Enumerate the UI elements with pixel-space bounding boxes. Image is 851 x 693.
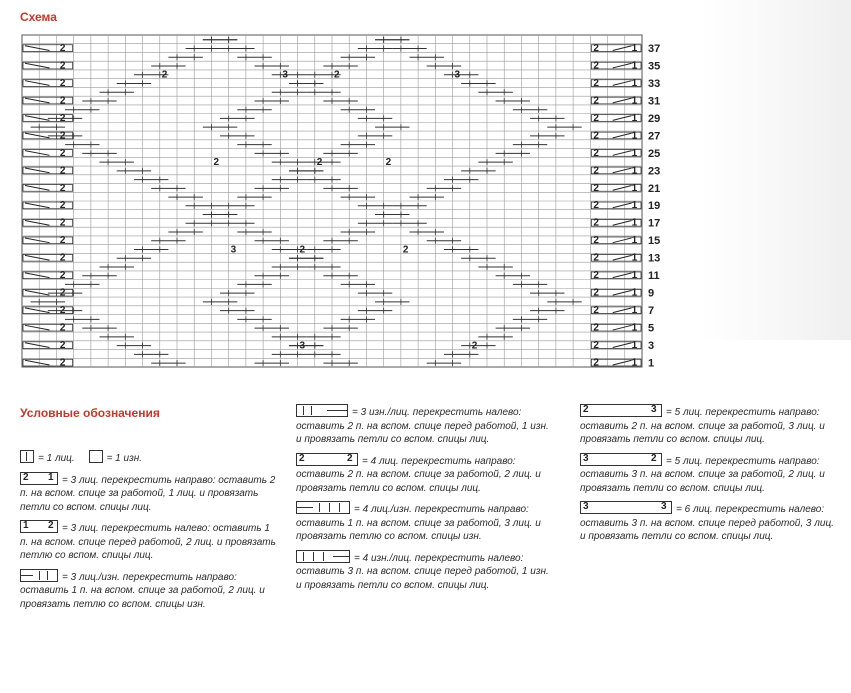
edge-cable-left-label: 2 [59, 322, 66, 334]
edge-cable-left-label: 2 [59, 252, 66, 264]
glyph: 1 [48, 471, 54, 483]
edge-cable-right-label: 2 [593, 182, 599, 194]
legend-t4-left-text: = 4 изн./лиц. перекрестить налево: оставить 3 п. на вспом. спице перед работой, 1 изн. и провязать петли со вспом. спицы лиц. [296, 552, 549, 591]
c5-right-b-symbol [580, 453, 662, 466]
edge-cable-right-label-b: 1 [631, 95, 638, 107]
edge-cable-left-label: 2 [59, 200, 66, 212]
cross-label: 2 [334, 69, 340, 81]
cross-label: 3 [454, 69, 461, 81]
glyph: 2 [23, 471, 29, 483]
edge-cable-right-label: 2 [593, 252, 599, 264]
cross-label: 2 [402, 244, 409, 256]
edge-cable-left-label: 2 [59, 77, 66, 89]
edge-cable-left-label: 2 [59, 270, 66, 282]
legend-c4-right [296, 453, 556, 496]
edge-cable-right-label-b: 1 [631, 182, 638, 194]
edge-cable-left-label: 2 [59, 305, 66, 317]
edge-cable-right-label: 2 [593, 95, 599, 107]
legend-c4-right-text: = 4 лиц. перекрестить направо: оставить 2 п. на вспом. спице за работой, 2 лиц. и провязать петли со вспом. спицы лиц. [296, 455, 541, 494]
c3-right-symbol [20, 472, 58, 485]
row-number: 7 [648, 305, 655, 318]
legend-column-3 [580, 404, 835, 550]
edge-cable-left-label: 2 [59, 95, 66, 107]
edge-cable-right-label: 2 [593, 130, 599, 142]
cross-label: 3 [282, 69, 288, 81]
row-number: 19 [648, 200, 661, 213]
edge-cable-right-label: 2 [593, 147, 599, 159]
c4-right-symbol [296, 453, 358, 466]
edge-cable-left-label: 2 [59, 357, 66, 369]
glyph: 2 [583, 404, 589, 415]
row-number: 37 [648, 42, 661, 55]
edge-cable-right-label: 2 [593, 357, 599, 369]
knit-symbol [20, 450, 34, 463]
row-number: 35 [648, 60, 661, 73]
edge-cable-right-label: 2 [593, 165, 599, 177]
legend-column-1 [20, 450, 280, 617]
cross-label: 2 [161, 69, 168, 81]
cross-label: 2 [385, 157, 392, 169]
legend-c5-right-b [580, 453, 835, 496]
glyph: 3 [651, 404, 657, 415]
legend-t3-left-text: = 3 изн./лиц. перекрестить налево: оставить 2 п. на вспом. спице перед работой, 1 изн. и провязать петли со вспом. спицы лиц. [296, 407, 549, 445]
legend-c5-right-text: = 5 лиц. перекрестить направо: оставить 2 п. на вспом. спице за работой, 3 лиц. и провязать петли со вспом. спицы лиц. [580, 407, 825, 445]
row-number: 21 [648, 182, 661, 195]
legend-c5-right-b-text: = 5 лиц. перекрестить направо: оставить 3 п. на вспом. спице за работой, 2 лиц. и провязать петли со вспом. спицы лиц. [580, 455, 825, 494]
edge-cable-right-label: 2 [593, 340, 599, 352]
row-number: 1 [648, 357, 655, 370]
edge-cable-right-label: 2 [593, 42, 599, 54]
row-number: 11 [648, 270, 660, 283]
row-number: 25 [648, 147, 661, 160]
row-number: 23 [648, 165, 661, 178]
cross-label: 2 [316, 157, 323, 169]
row-number: 29 [648, 112, 661, 125]
row-number: 13 [648, 252, 661, 265]
edge-cable-right-label-b: 1 [631, 165, 638, 177]
row-number: 3 [648, 340, 655, 353]
edge-cable-left-label: 2 [59, 147, 66, 159]
edge-cable-left-label: 2 [59, 130, 66, 142]
background-smear [701, 0, 851, 340]
edge-cable-right-label: 2 [593, 217, 599, 229]
row-number: 15 [648, 235, 661, 248]
edge-cable-left-label: 2 [59, 217, 66, 229]
edge-cable-right-label-b: 1 [631, 357, 638, 369]
edge-cable-right-label-b: 1 [631, 252, 638, 264]
edge-cable-right-label-b: 1 [631, 287, 638, 299]
cross-label: 3 [299, 340, 306, 352]
edge-cable-right-label-b: 1 [631, 147, 638, 159]
glyph: 2 [299, 452, 305, 464]
legend-c3-right [20, 472, 280, 515]
cross-label: 2 [471, 340, 478, 352]
legend-c5-right [580, 404, 835, 447]
scheme-title: Схема [20, 10, 57, 24]
edge-cable-left-label: 2 [59, 165, 66, 177]
edge-cable-right-label: 2 [593, 305, 599, 317]
legend-t4-right [296, 501, 556, 544]
glyph: 3 [661, 501, 667, 512]
t3-left-symbol [296, 404, 348, 417]
edge-cable-right-label-b: 1 [631, 235, 638, 247]
edge-cable-right-label-b: 1 [631, 130, 638, 142]
edge-cable-left-label: 2 [59, 112, 66, 124]
edge-cable-left-label: 2 [59, 42, 66, 54]
purl-symbol [89, 450, 103, 463]
edge-cable-right-label: 2 [593, 60, 599, 72]
edge-cable-right-label: 2 [593, 322, 599, 334]
glyph: 2 [347, 452, 353, 464]
glyph: 2 [651, 452, 657, 464]
edge-cable-right-label-b: 1 [631, 112, 638, 124]
edge-cable-right-label: 2 [593, 77, 599, 89]
legend-knit-text: = 1 лиц. [38, 453, 75, 464]
edge-cable-right-label: 2 [593, 235, 599, 247]
cross-label: 2 [299, 244, 306, 256]
legend-knit-purl [20, 450, 280, 466]
page-cutoff [296, 678, 556, 688]
cross-label: 3 [230, 244, 237, 256]
t4-left-symbol [296, 550, 350, 563]
legend-c3-left [20, 520, 280, 563]
edge-cable-left-label: 2 [59, 60, 66, 72]
edge-cable-right-label: 2 [593, 112, 599, 124]
legend-c6-left [580, 501, 835, 544]
legend-t3-right-text: = 3 лиц./изн. перекрестить направо: оставить 1 п. на вспом. спице за работой, 2 лиц. и провязать петлю со вспом. спицы изн. [20, 571, 265, 610]
legend-title: Условные обозначения [20, 406, 160, 420]
legend-c3-right-text: = 3 лиц. перекрестить направо: оставить 2 п. на вспом. спице за работой, 1 лиц. и провязать петли со вспом. спицы лиц. [20, 474, 276, 513]
row-number: 5 [648, 322, 655, 335]
row-number: 27 [648, 130, 661, 143]
edge-cable-right-label-b: 1 [631, 305, 638, 317]
c6-left-symbol [580, 501, 672, 514]
t3-right-symbol [20, 569, 58, 582]
legend-column-2 [296, 404, 556, 688]
legend-t3-right [20, 569, 280, 612]
edge-cable-right-label-b: 1 [631, 270, 638, 282]
edge-cable-right-label-b: 1 [631, 200, 638, 212]
edge-cable-right-label-b: 1 [631, 322, 638, 334]
edge-cable-right-label-b: 1 [631, 77, 638, 89]
row-number: 17 [648, 217, 661, 230]
glyph: 1 [23, 520, 29, 531]
row-number: 33 [648, 77, 661, 90]
edge-cable-right-label: 2 [593, 200, 599, 212]
edge-cable-right-label: 2 [593, 287, 599, 299]
c3-left-symbol [20, 520, 58, 533]
legend-c3-left-text: = 3 лиц. перекрестить налево: оставить 1 п. на вспом. спице перед работой, 2 лиц. и провязать петлю со вспом. спицы лиц. [20, 523, 276, 561]
legend-c6-left-text: = 6 лиц. перекрестить налево: оставить 3 п. на вспом. спице перед работой, 3 лиц. и провязать петли со вспом. спицы лиц. [580, 504, 834, 542]
edge-cable-left-label: 2 [59, 287, 66, 299]
edge-cable-left-label: 2 [59, 340, 66, 352]
edge-cable-right-label-b: 1 [631, 340, 638, 352]
edge-cable-right-label-b: 1 [631, 217, 638, 229]
glyph: 3 [583, 452, 589, 464]
t4-right-symbol [296, 501, 350, 514]
row-number: 31 [648, 95, 661, 108]
row-number: 9 [648, 287, 655, 300]
legend-t4-left [296, 550, 556, 593]
edge-cable-left-label: 2 [59, 182, 66, 194]
c5-right-symbol [580, 404, 662, 417]
edge-cable-right-label-b: 1 [631, 60, 638, 72]
legend-t4-right-text: = 4 лиц./изн. перекрестить направо: оставить 1 п. на вспом. спице за работой, 3 лиц. и провязать петлю со вспом. спицы изн. [296, 504, 541, 542]
glyph: 2 [48, 520, 54, 531]
edge-cable-right-label: 2 [593, 270, 599, 282]
edge-cable-left-label: 2 [59, 235, 66, 247]
cross-label: 2 [213, 157, 220, 169]
legend-purl-text: = 1 изн. [106, 453, 143, 464]
edge-cable-right-label-b: 1 [631, 42, 638, 54]
legend-t3-left [296, 404, 556, 447]
glyph: 3 [583, 501, 589, 512]
